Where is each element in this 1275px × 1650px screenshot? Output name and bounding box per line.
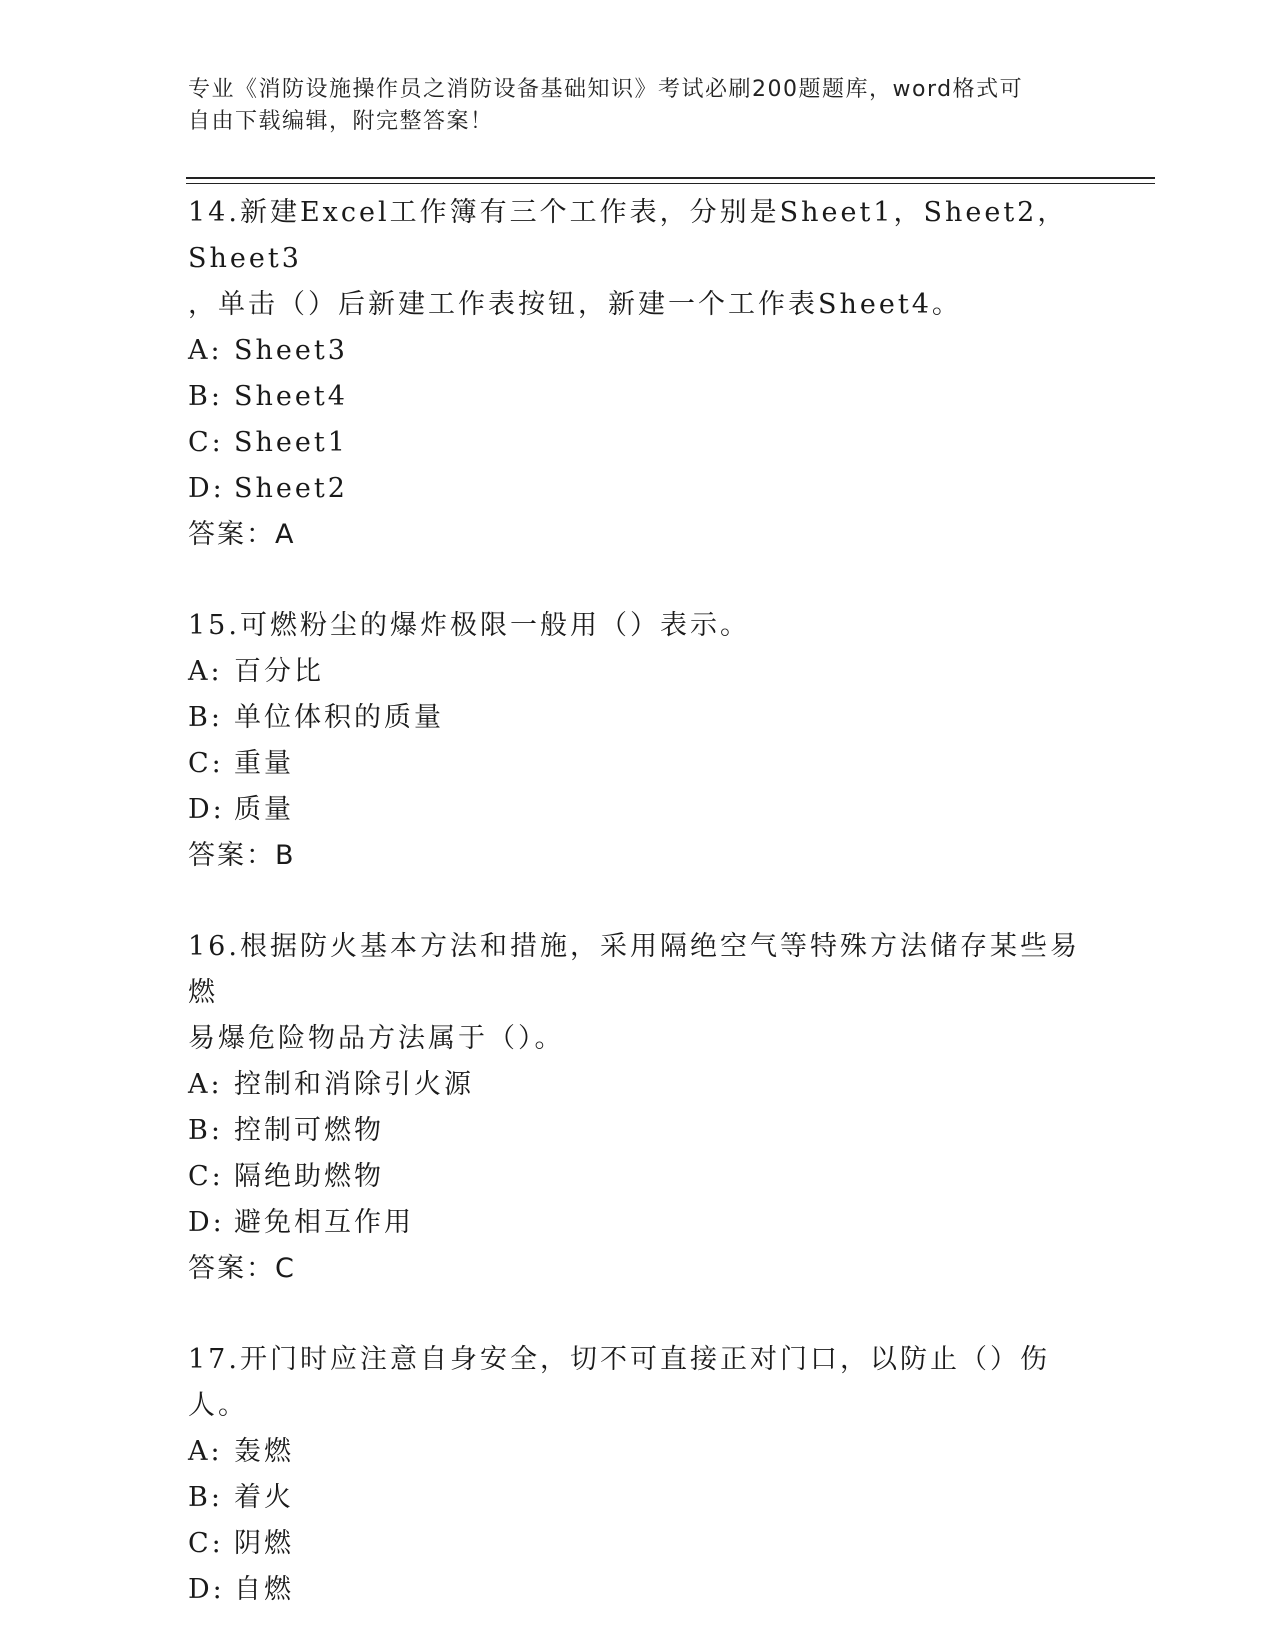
question-stem: 17.开门时应注意自身安全，切不可直接正对门口，以防止（）伤人。 [188,1344,1050,1421]
option-c [188,1521,1088,1567]
option-d [188,787,1088,833]
header-divider-thin [186,183,1155,184]
option-text: 重量 [234,748,294,779]
option-letter: D: [188,1207,225,1238]
option-letter: A: [188,1069,223,1100]
option-text: Sheet2 [234,473,348,504]
answer: 答案：C [188,1253,296,1284]
option-d [188,1567,1088,1613]
option-letter: C: [188,427,224,458]
document-header [188,74,1088,138]
option-letter: B: [188,1482,223,1513]
option-text: 避免相互作用 [234,1207,414,1238]
option-b [188,374,1088,420]
question-stem: 14.新建Excel工作簿有三个工作表，分别是Sheet1，Sheet2，Sheet3 [188,197,1068,274]
option-c [188,741,1088,787]
question-17 [188,1337,1088,1613]
option-text: 着火 [234,1482,294,1513]
option-a [188,328,1088,374]
option-text: 百分比 [234,656,324,687]
option-letter: A: [188,656,223,687]
option-text: 阴燃 [234,1528,294,1559]
question-stem-continued: 易爆危险物品方法属于（）。 [188,1023,565,1054]
option-text: 控制和消除引火源 [234,1069,474,1100]
option-text: 轰燃 [234,1436,294,1467]
question-15 [188,603,1088,879]
option-letter: B: [188,702,223,733]
option-text: Sheet4 [234,381,348,412]
option-text: 控制可燃物 [234,1115,384,1146]
option-a [188,1429,1088,1475]
option-b [188,695,1088,741]
option-c [188,420,1088,466]
option-d [188,1200,1088,1246]
header-line-1: 专业《消防设施操作员之消防设备基础知识》考试必刷200题题库，word格式可 [188,77,1024,102]
option-text: Sheet3 [234,335,348,366]
header-line-2: 自由下载编辑，附完整答案！ [188,109,494,134]
question-stem-continued: ，单击（）后新建工作表按钮，新建一个工作表Sheet4。 [188,289,962,320]
option-a [188,1062,1088,1108]
answer: 答案：B [188,840,296,871]
option-letter: D: [188,794,225,825]
option-letter: A: [188,335,223,366]
option-text: 单位体积的质量 [234,702,444,733]
question-stem: 16.根据防火基本方法和措施，采用隔绝空气等特殊方法储存某些易燃 [188,931,1080,1008]
option-letter: A: [188,1436,223,1467]
option-letter: D: [188,1574,225,1605]
option-text: 自燃 [234,1574,294,1605]
option-letter: C: [188,1528,224,1559]
option-b [188,1475,1088,1521]
option-d [188,466,1088,512]
question-14 [188,190,1088,558]
option-letter: D: [188,473,225,504]
option-a [188,649,1088,695]
option-letter: B: [188,1115,223,1146]
option-text: 质量 [234,794,294,825]
option-text: Sheet1 [234,427,348,458]
question-16 [188,924,1088,1292]
option-letter: C: [188,1161,224,1192]
question-stem: 15.可燃粉尘的爆炸极限一般用（）表示。 [188,610,750,641]
question-list [188,190,1088,1613]
answer: 答案：A [188,519,296,550]
option-text: 隔绝助燃物 [234,1161,384,1192]
option-c [188,1154,1088,1200]
option-letter: B: [188,381,223,412]
option-b [188,1108,1088,1154]
header-divider-thick [186,177,1155,179]
option-letter: C: [188,748,224,779]
